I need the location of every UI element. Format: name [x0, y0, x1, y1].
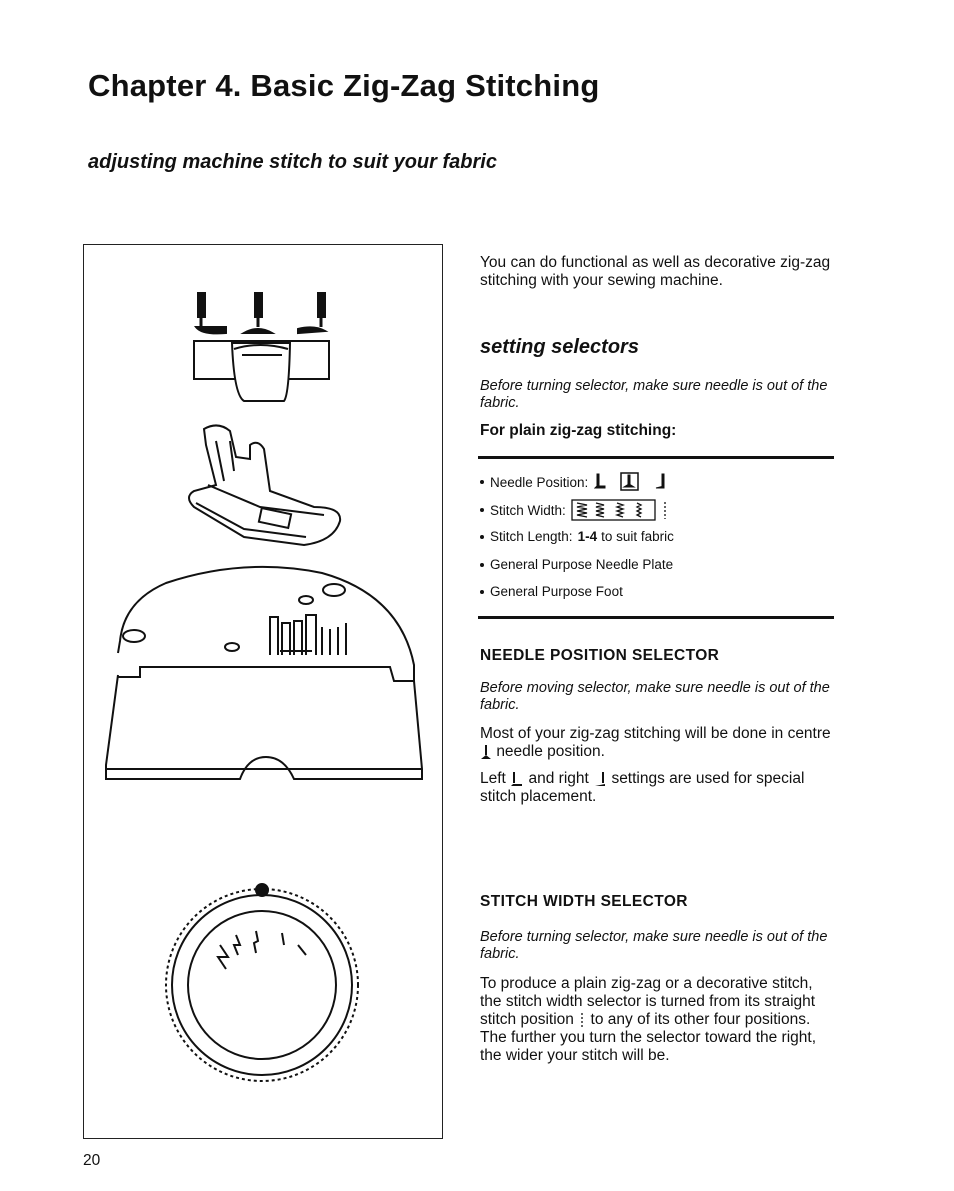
setting-label: Stitch Length:	[490, 529, 573, 544]
needle-centre-icon	[244, 293, 272, 333]
needle-left-icon	[510, 771, 524, 787]
setting-label: Needle Position:	[490, 474, 589, 490]
stitch-length-suffix: to suit fabric	[601, 529, 674, 544]
needle-right-icon	[298, 293, 325, 333]
text-fragment: to any of its other four positions. The further you turn the selector toward the right, the wider your stitch will be.	[480, 1011, 817, 1064]
stitch-width-paragraph	[480, 975, 836, 1065]
setting-label: Stitch Width:	[490, 502, 566, 518]
chapter-title: Chapter 4. Basic Zig-Zag Stitching	[88, 68, 600, 103]
needle-position-icons	[594, 472, 680, 492]
setting-needle-plate	[480, 557, 673, 572]
needle-right-icon	[593, 771, 607, 787]
plain-zigzag-heading: For plain zig-zag stitching:	[480, 422, 677, 439]
stitch-width-dial	[166, 884, 358, 1081]
bullet-dot	[480, 508, 484, 512]
setting-needle-position	[480, 472, 680, 492]
machine-illustrations	[84, 245, 442, 1138]
needle-selector-knob	[194, 341, 329, 401]
text-fragment: settings are used for special stitch placement.	[480, 770, 805, 805]
presser-foot-illustration	[189, 425, 340, 545]
setting-label: General Purpose Needle Plate	[490, 557, 674, 572]
setting-stitch-length	[480, 529, 674, 544]
bullet-dot	[480, 480, 484, 484]
chapter-subtitle: adjusting machine stitch to suit your fabric	[88, 151, 497, 173]
setting-stitch-width	[480, 499, 671, 521]
divider-bottom	[478, 616, 834, 619]
text-fragment: Left	[480, 770, 506, 787]
intro-paragraph: You can do functional as well as decorative zig-zag stitching with your sewing machine.	[480, 254, 831, 289]
divider-top	[478, 456, 834, 459]
text-fragment: and right	[528, 770, 589, 787]
stitch-width-note: Before turning selector, make sure needle is out of the fabric.	[480, 929, 828, 962]
illustration-panel	[83, 244, 443, 1139]
page-number: 20	[83, 1152, 101, 1169]
stitch-width-heading: STITCH WIDTH SELECTOR	[480, 893, 688, 910]
bullet-dot	[480, 563, 484, 567]
needle-plate-illustration	[106, 567, 422, 779]
setting-selectors-note: Before turning selector, make sure needle is out of the fabric.	[480, 378, 828, 411]
needle-position-paragraph-1	[480, 725, 836, 761]
text-fragment: Most of your zig-zag stitching will be done in centre	[480, 725, 831, 742]
bullet-dot	[480, 590, 484, 594]
setting-label: General Purpose Foot	[490, 584, 623, 599]
stitch-width-icons	[571, 499, 671, 521]
stitch-length-value: 1-4	[577, 529, 598, 544]
needle-position-paragraph-2	[480, 770, 836, 806]
setting-foot	[480, 584, 623, 599]
setting-selectors-heading: setting selectors	[480, 336, 639, 358]
needle-left-icon	[196, 293, 226, 333]
needle-position-note: Before moving selector, make sure needle is out of the fabric.	[480, 680, 830, 713]
text-fragment: needle position.	[496, 743, 605, 760]
needle-centre-icon	[480, 744, 492, 760]
straight-stitch-icon	[578, 1012, 586, 1028]
needle-position-heading: NEEDLE POSITION SELECTOR	[480, 647, 720, 664]
bullet-dot	[480, 535, 484, 539]
text-fragment: To produce a plain zig-zag or a decorative stitch, the stitch width selector is turned from its straight stitch position	[480, 975, 816, 1028]
